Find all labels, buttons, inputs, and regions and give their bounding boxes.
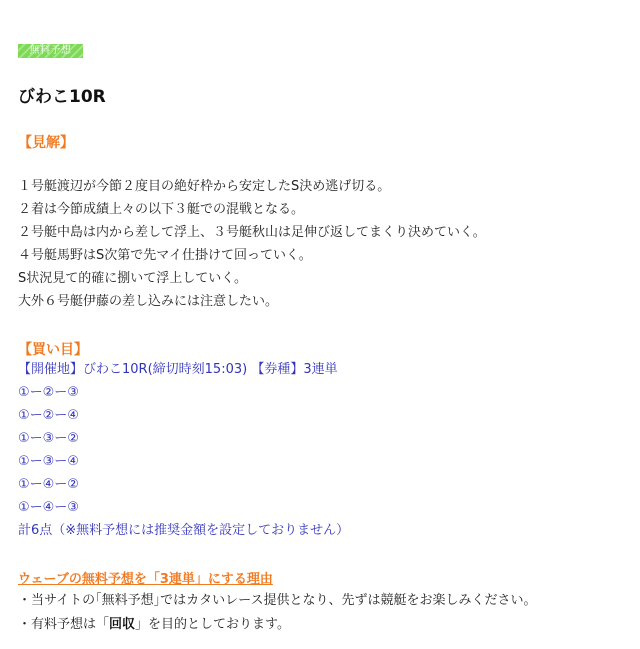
- opinion-line: ２着は今節成績上々の以下３艇での混戦となる。: [18, 202, 305, 217]
- opinion-heading: 【見解】: [18, 135, 74, 151]
- reason-link[interactable]: ウェーブの無料予想を「3連単」にする理由: [18, 572, 273, 587]
- opinion-line: ４号艇馬野はS次第で先マイ仕掛けて回っていく。: [18, 248, 312, 263]
- reason-line-paid-post: 」を目的としております。: [135, 617, 290, 632]
- bet-combo: ①ー④ー③: [18, 500, 79, 515]
- reason-line-paid: [18, 613, 536, 637]
- opinion-list: [18, 175, 486, 313]
- opinion-line: １号艇渡辺が今節２度目の絶好枠から安定したS決め逃げ切る。: [18, 179, 391, 194]
- bet-combo: ①ー③ー②: [18, 431, 79, 446]
- reason-list: [18, 589, 536, 637]
- free-prediction-badge: 無料予想: [18, 44, 83, 58]
- bets-list: [18, 358, 349, 542]
- bet-combo: ①ー④ー②: [18, 477, 79, 492]
- race-title: びわこ10R: [18, 87, 106, 107]
- bet-combo: ①ー③ー④: [18, 454, 79, 469]
- bet-total: 計6点（※無料予想には推奨金額を設定しておりません）: [18, 523, 350, 538]
- opinion-line: 大外６号艇伊藤の差し込みには注意したい。: [18, 294, 279, 309]
- reason-line-paid-keyword: 回収: [109, 617, 136, 632]
- opinion-line: S状況見て的確に捌いて浮上していく。: [18, 271, 247, 286]
- reason-line-free: ・当サイトの｢無料予想｣ではカタいレース提供となり、先ずは競艇をお楽しみください。: [18, 593, 537, 608]
- bet-combo: ①ー②ー④: [18, 408, 79, 423]
- reason-line-paid-pre: ・有料予想は「: [18, 617, 110, 632]
- bets-heading: 【買い目】: [18, 342, 88, 358]
- bet-combo: ①ー②ー③: [18, 385, 79, 400]
- venue-line: 【開催地】びわこ10R(締切時刻15:03) 【券種】3連単: [18, 362, 338, 377]
- opinion-line: ２号艇中島は内から差して浮上、３号艇秋山は足伸び返してまくり決めていく。: [18, 225, 486, 240]
